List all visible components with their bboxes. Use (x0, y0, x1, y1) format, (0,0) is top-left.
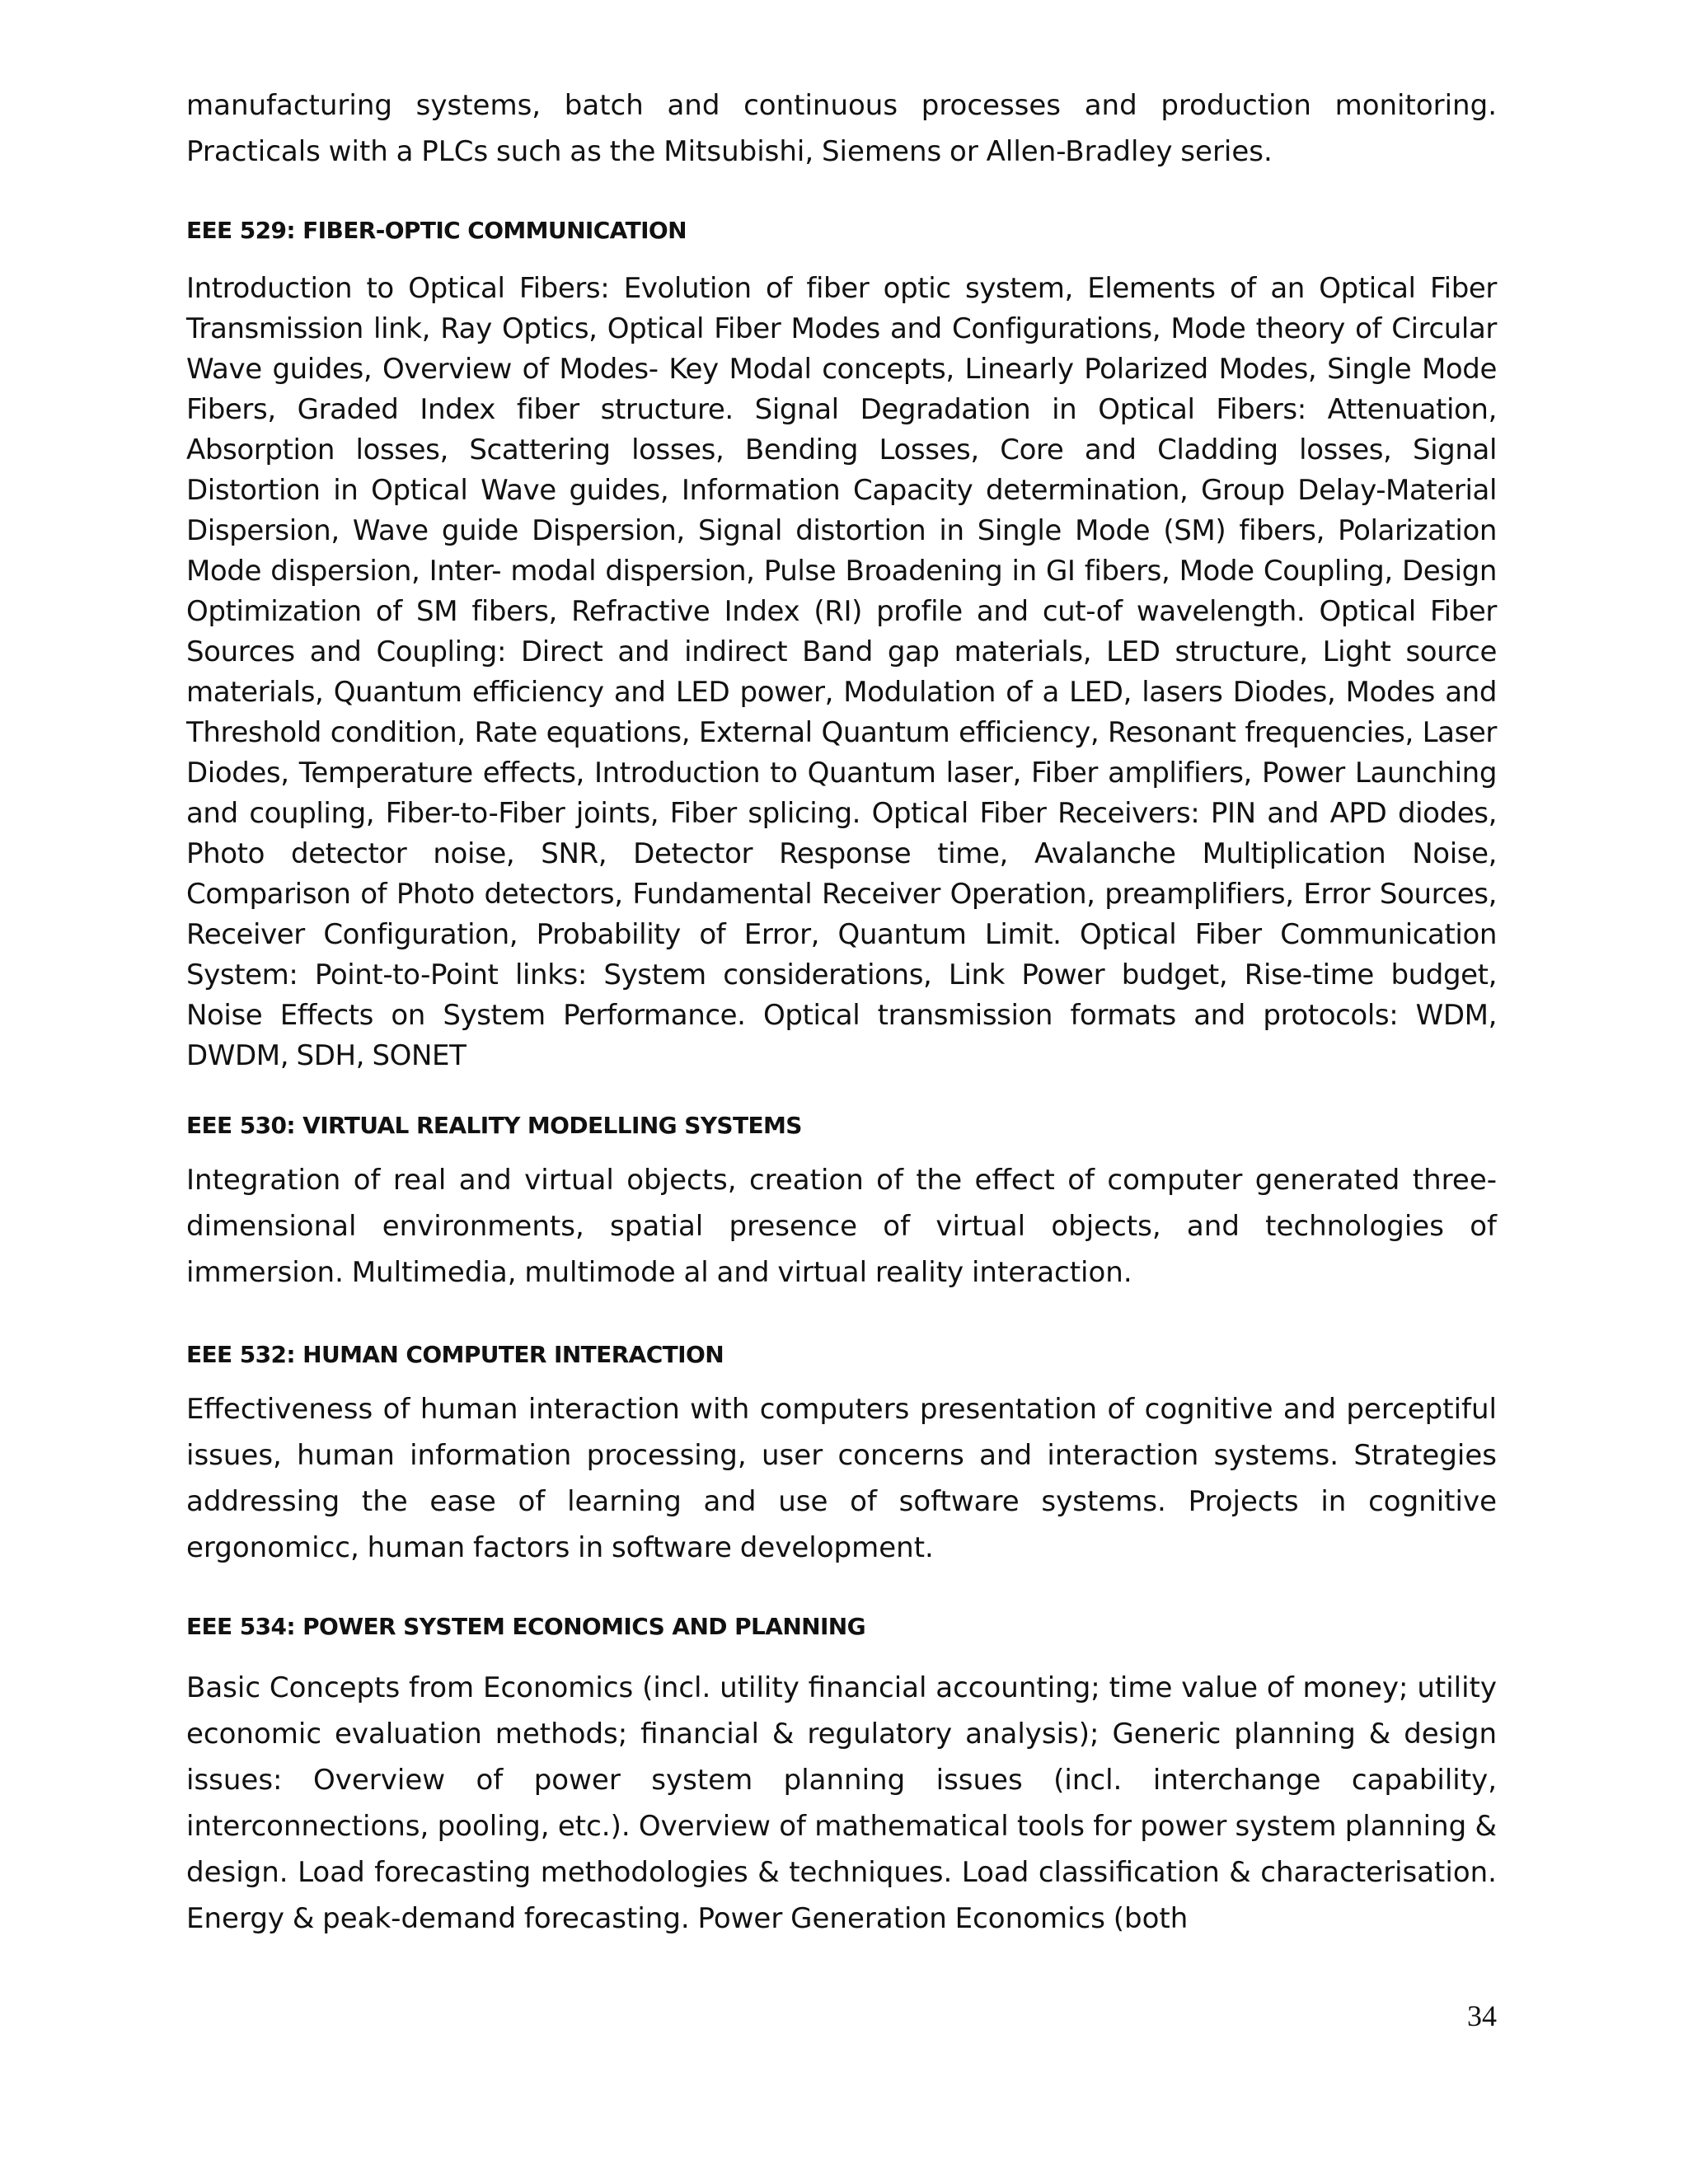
section-body-eee530: Integration of real and virtual objects, creation of the effect of computer generated three-dimensional environments, spatial presence of virtual objects, and technologies of immersion. Multimedia, multimode al and virtual reality interaction. (186, 1164, 1497, 1289)
section-heading-eee529: EEE 529: FIBER-OPTIC COMMUNICATION (186, 217, 687, 244)
section-body-eee529: Introduction to Optical Fibers: Evolution of fiber optic system, Elements of an Optical Fiber Transmission link, Ray Optics, Optical Fiber Modes and Configurations, Mode theory of Circular Wave guides, Overview of Modes- Key Modal concepts, Linearly Polarized Modes, Single Mode Fibers, Graded Index fiber structure. Signal Degradation in Optical Fibers: Attenuation, Absorption losses, Scattering losses, Bending Losses, Core and Cladding losses, Signal Distortion in Optical Wave guides, Information Capacity determination, Group Delay-Material Dispersion, Wave guide Dispersion, Signal distortion in Single Mode (SM) fibers, Polarization Mode dispersion, Inter- modal dispersion, Pulse Broadening in GI fibers, Mode Coupling, Design Optimization of SM fibers, Refractive Index (RI) profile and cut-of wavelength. Optical Fiber Sources and Coupling: Direct and indirect Band gap materials, LED structure, Light source materials, Quantum efficiency and LED power, Modulation of a LED, lasers Diodes, Modes and Threshold condition, Rate equations, External Quantum efficiency, Resonant frequencies, Laser Diodes, Temperature effects, Introduction to Quantum laser, Fiber amplifiers, Power Launching and coupling, Fiber-to-Fiber joints, Fiber splicing. Optical Fiber Receivers: PIN and APD diodes, Photo detector noise, SNR, Detector Response time, Avalanche Multiplication Noise, Comparison of Photo detectors, Fundamental Receiver Operation, preamplifiers, Error Sources, Receiver Configuration, Probability of Error, Quantum Limit. Optical Fiber Communication System: Point-to-Point links: System considerations, Link Power budget, Rise-time budget, Noise Effects on System Performance. Optical transmission formats and protocols: WDM, DWDM, SDH, SONET (186, 272, 1497, 1072)
document-page (186, 82, 1497, 1942)
section-heading-eee532: EEE 532: HUMAN COMPUTER INTERACTION (186, 1341, 724, 1368)
section-heading-eee530: EEE 530: VIRTUAL REALITY MODELLING SYSTEMS (186, 1112, 802, 1139)
intro-paragraph: manufacturing systems, batch and continuous processes and production monitoring. Practicals with a PLCs such as the Mitsubishi, Siemens or Allen-Bradley series. (186, 89, 1497, 168)
page-number: 34 (1467, 1999, 1497, 2032)
section-body-eee534: Basic Concepts from Economics (incl. utility financial accounting; time value of money; utility economic evaluation methods; financial & regulatory analysis); Generic planning & design issues: Overview of power system planning issues (incl. interchange capability, interconnections, pooling, etc.). Overview of mathematical tools for power system planning & design. Load forecasting methodologies & techniques. Load classification & characterisation. Energy & peak-demand forecasting. Power Generation Economics (both (186, 1671, 1497, 1935)
section-body-eee532: Effectiveness of human interaction with computers presentation of cognitive and perceptiful issues, human information processing, user concerns and interaction systems. Strategies addressing the ease of learning and use of software systems. Projects in cognitive ergonomicc, human factors in software development. (186, 1393, 1497, 1564)
section-heading-eee534: EEE 534: POWER SYSTEM ECONOMICS AND PLANNING (186, 1613, 866, 1640)
